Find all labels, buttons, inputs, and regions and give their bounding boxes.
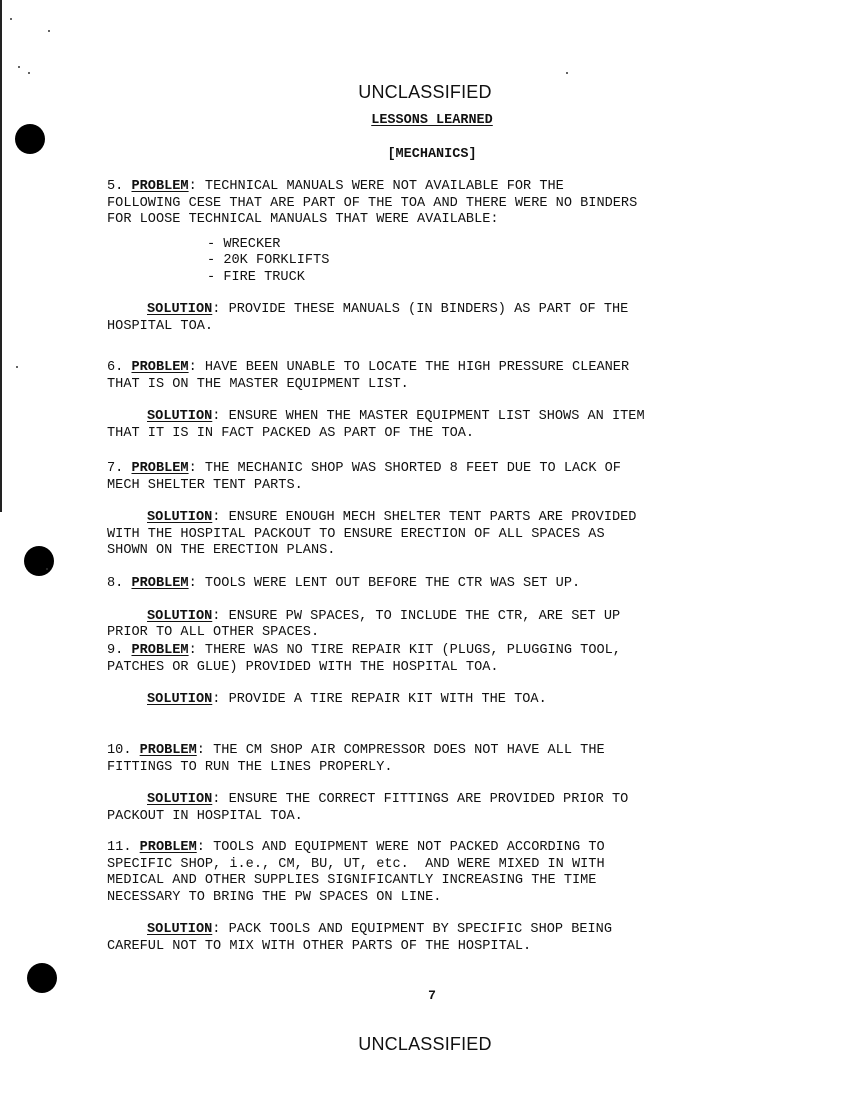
solution-line: HOSPITAL TOA. [107,318,214,334]
problem-text: : THE CM SHOP AIR COMPRESSOR DOES NOT HAVE ALL THE [196,743,605,758]
solution-text: : ENSURE THE CORRECT FITTINGS ARE PROVIDED PRIOR TO [212,792,629,807]
problem-label: PROBLEM [131,179,189,194]
problem-line: SPECIFIC SHOP, i.e., CM, BU, UT, etc. AND WERE MIXED IN WITH [107,856,605,872]
solution-text: : PROVIDE A TIRE REPAIR KIT WITH THE TOA. [212,692,547,707]
item-number: 8. [107,576,132,591]
list-item: - 20K FORKLIFTS [207,253,330,268]
solution-line [147,302,628,319]
scan-speck [10,18,12,20]
solution-label: SOLUTION [147,510,213,525]
problem-line [107,743,605,760]
item-number: 5. [107,179,132,194]
problem-line [107,576,580,593]
item-number: 7. [107,461,132,476]
problem-line [107,179,564,196]
problem-text: : TECHNICAL MANUALS WERE NOT AVAILABLE FOR THE [188,179,564,194]
solution-line: PRIOR TO ALL OTHER SPACES. [107,625,320,640]
solution-label: SOLUTION [147,692,213,707]
problem-line: PATCHES OR GLUE) PROVIDED WITH THE HOSPITAL TOA. [107,659,499,675]
solution-text: : ENSURE WHEN THE MASTER EQUIPMENT LIST SHOWS AN ITEM [212,409,645,424]
scan-speck [46,568,48,570]
problem-label: PROBLEM [131,576,189,591]
scan-speck [16,366,18,368]
solution-line [147,922,612,939]
solution-line: THAT IT IS IN FACT PACKED AS PART OF THE TOA. [107,425,475,441]
problem-label: PROBLEM [131,360,189,375]
solution-line [147,792,628,809]
problem-line: FOR LOOSE TECHNICAL MANUALS THAT WERE AVAILABLE: [107,212,499,227]
problem-line: MEDICAL AND OTHER SUPPLIES SIGNIFICANTLY INCREASING THE TIME [107,873,597,888]
solution-text: : PACK TOOLS AND EQUIPMENT BY SPECIFIC SHOP BEING [212,922,612,937]
problem-label: PROBLEM [131,643,189,658]
problem-label: PROBLEM [139,840,197,855]
solution-line: SHOWN ON THE ERECTION PLANS. [107,543,336,558]
problem-text: : HAVE BEEN UNABLE TO LOCATE THE HIGH PRESSURE CLEANER [188,360,630,375]
problem-label: PROBLEM [131,461,189,476]
item-number: 6. [107,360,132,375]
solution-label: SOLUTION [147,922,213,937]
item-number: 10. [107,743,140,758]
problem-line [107,643,621,660]
page-number: 7 [428,988,436,1003]
problem-line: FOLLOWING CESE THAT ARE PART OF THE TOA AND THERE WERE NO BINDERS [107,195,638,211]
solution-line [147,409,645,426]
solution-label: SOLUTION [147,608,213,624]
solution-line: PACKOUT IN HOSPITAL TOA. [107,808,303,824]
solution-label: SOLUTION [147,302,213,317]
solution-line: CAREFUL NOT TO MIX WITH OTHER PARTS OF THE HOSPITAL. [107,938,532,954]
problem-line: MECH SHELTER TENT PARTS. [107,477,303,493]
solution-line: WITH THE HOSPITAL PACKOUT TO ENSURE ERECTION OF ALL SPACES AS [107,526,605,542]
problem-text: : THE MECHANIC SHOP WAS SHORTED 8 FEET DUE TO LACK OF [188,461,621,476]
classification-footer: UNCLASSIFIED [358,1034,492,1054]
problem-label: PROBLEM [139,743,197,758]
problem-line: NECESSARY TO BRING THE PW SPACES ON LINE. [107,889,442,905]
problem-line [107,840,605,857]
item-number: 9. [107,643,132,658]
problem-line: FITTINGS TO RUN THE LINES PROPERLY. [107,759,393,775]
solution-text: : PROVIDE THESE MANUALS (IN BINDERS) AS PART OF THE [212,302,629,317]
solution-line [147,692,547,709]
solution-text: : ENSURE ENOUGH MECH SHELTER TENT PARTS ARE PROVIDED [212,510,637,525]
document-subtitle: [MECHANICS] [387,147,477,162]
document-title: LESSONS LEARNED [371,113,493,128]
scan-speck [28,72,30,74]
classification-header: UNCLASSIFIED [358,82,492,102]
list-item: - WRECKER [207,236,281,252]
problem-text: : THERE WAS NO TIRE REPAIR KIT (PLUGS, PLUGGING TOOL, [188,643,621,658]
solution-line [147,609,620,626]
solution-text: : ENSURE PW SPACES, TO INCLUDE THE CTR, ARE SET UP [212,608,621,624]
solution-label: SOLUTION [147,409,213,424]
item-number: 11. [107,840,140,855]
list-item: - FIRE TRUCK [207,269,305,285]
binder-hole [24,546,54,576]
scan-speck [48,30,50,32]
left-margin-line [0,0,2,512]
problem-line [107,461,621,478]
problem-line: THAT IS ON THE MASTER EQUIPMENT LIST. [107,376,409,392]
scan-speck [18,66,20,68]
solution-label: SOLUTION [147,792,213,807]
problem-line [107,360,629,377]
scan-speck [566,72,568,74]
problem-text: : TOOLS WERE LENT OUT BEFORE THE CTR WAS SET UP. [188,576,581,591]
problem-text: : TOOLS AND EQUIPMENT WERE NOT PACKED ACCORDING TO [196,840,605,855]
solution-line [147,510,636,527]
